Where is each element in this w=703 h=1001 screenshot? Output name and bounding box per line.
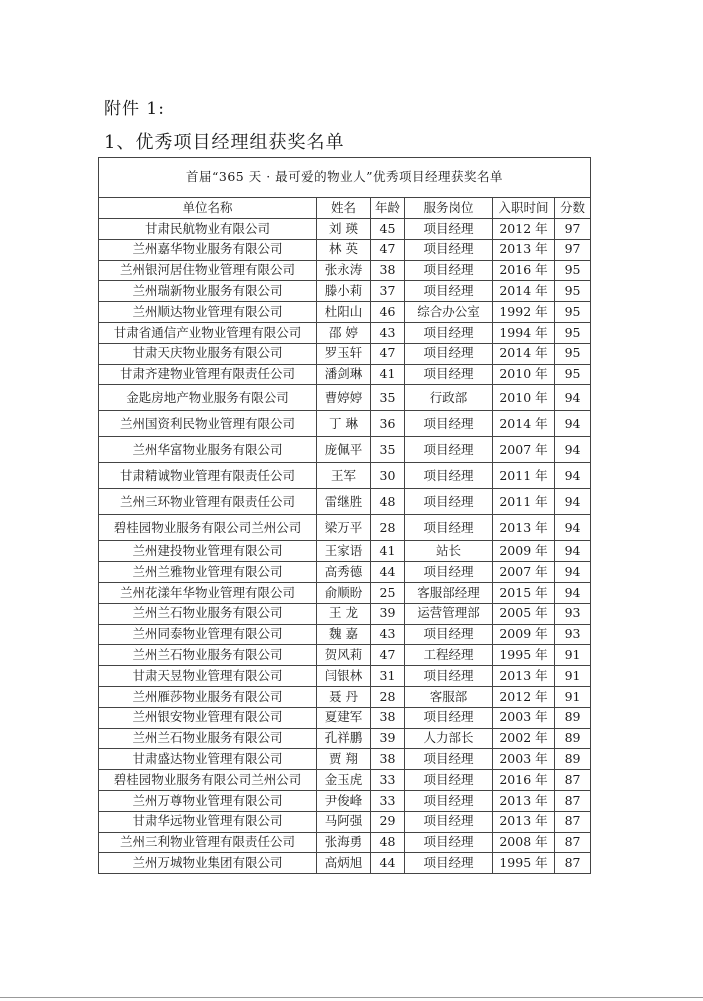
cell-joined: 2011 年: [493, 463, 555, 489]
table-row: [99, 853, 591, 874]
cell-age: 41: [371, 364, 405, 385]
cell-company: 甘肃天昱物业管理有限公司: [99, 666, 317, 687]
cell-name: 潘剑琳: [317, 364, 371, 385]
cell-position: 项目经理: [405, 437, 493, 463]
cell-position: 项目经理: [405, 463, 493, 489]
table-row: [99, 562, 591, 583]
cell-score: 94: [555, 582, 591, 603]
cell-score: 93: [555, 603, 591, 624]
cell-score: 87: [555, 832, 591, 853]
table-row: [99, 790, 591, 811]
cell-joined: 2010 年: [493, 364, 555, 385]
table-row: [99, 666, 591, 687]
table-row: [99, 322, 591, 343]
table-row: [99, 624, 591, 645]
cell-position: 项目经理: [405, 343, 493, 364]
cell-position: 项目经理: [405, 281, 493, 302]
cell-score: 94: [555, 411, 591, 437]
cell-name: 丁 琳: [317, 411, 371, 437]
cell-name: 高秀德: [317, 562, 371, 583]
cell-age: 47: [371, 239, 405, 260]
table-row: [99, 343, 591, 364]
cell-name: 魏 嘉: [317, 624, 371, 645]
cell-name: 林 英: [317, 239, 371, 260]
table-row: [99, 707, 591, 728]
table-title: 首届“365 天 · 最可爱的物业人”优秀项目经理获奖名单: [99, 158, 591, 198]
cell-name: 俞顺盼: [317, 582, 371, 603]
cell-score: 89: [555, 728, 591, 749]
cell-position: 人力部长: [405, 728, 493, 749]
cell-name: 张永涛: [317, 260, 371, 281]
cell-score: 97: [555, 219, 591, 240]
cell-position: 项目经理: [405, 707, 493, 728]
cell-age: 37: [371, 281, 405, 302]
cell-name: 贾 翔: [317, 749, 371, 770]
cell-position: 行政部: [405, 385, 493, 411]
cell-age: 30: [371, 463, 405, 489]
cell-score: 95: [555, 322, 591, 343]
cell-company: 金匙房地产物业服务有限公司: [99, 385, 317, 411]
cell-company: 碧桂园物业服务有限公司兰州公司: [99, 515, 317, 541]
table-row: [99, 811, 591, 832]
cell-name: 夏建军: [317, 707, 371, 728]
cell-company: 甘肃天庆物业服务有限公司: [99, 343, 317, 364]
cell-joined: 2002 年: [493, 728, 555, 749]
cell-position: 运营管理部: [405, 603, 493, 624]
cell-age: 28: [371, 686, 405, 707]
cell-score: 89: [555, 749, 591, 770]
cell-score: 95: [555, 343, 591, 364]
cell-company: 兰州兰石物业服务有限公司: [99, 645, 317, 666]
cell-company: 兰州银河居住物业管理有限公司: [99, 260, 317, 281]
cell-age: 39: [371, 603, 405, 624]
cell-company: 兰州兰雅物业管理有限公司: [99, 562, 317, 583]
table-row: [99, 686, 591, 707]
cell-company: 兰州嘉华物业服务有限公司: [99, 239, 317, 260]
cell-joined: 2013 年: [493, 790, 555, 811]
cell-joined: 2003 年: [493, 707, 555, 728]
cell-joined: 2014 年: [493, 343, 555, 364]
table-row: [99, 728, 591, 749]
cell-age: 38: [371, 749, 405, 770]
cell-joined: 2012 年: [493, 686, 555, 707]
table-row: [99, 515, 591, 541]
attachment-label: 附件 1:: [104, 99, 165, 119]
cell-age: 44: [371, 853, 405, 874]
cell-joined: 2009 年: [493, 541, 555, 562]
table-row: [99, 463, 591, 489]
cell-joined: 2012 年: [493, 219, 555, 240]
table-row: [99, 489, 591, 515]
table-row: [99, 411, 591, 437]
cell-company: 兰州同泰物业管理有限公司: [99, 624, 317, 645]
cell-company: 兰州雁莎物业服务有限公司: [99, 686, 317, 707]
cell-position: 综合办公室: [405, 302, 493, 323]
cell-name: 邵 婷: [317, 322, 371, 343]
table-body: [99, 219, 591, 874]
cell-age: 38: [371, 707, 405, 728]
cell-position: 项目经理: [405, 260, 493, 281]
cell-position: 项目经理: [405, 624, 493, 645]
cell-company: 甘肃齐建物业管理有限责任公司: [99, 364, 317, 385]
table-row: [99, 385, 591, 411]
cell-company: 兰州花漾年华物业管理有限公司: [99, 582, 317, 603]
cell-score: 87: [555, 770, 591, 791]
cell-age: 28: [371, 515, 405, 541]
cell-position: 项目经理: [405, 239, 493, 260]
cell-age: 36: [371, 411, 405, 437]
cell-score: 93: [555, 624, 591, 645]
table-row: [99, 437, 591, 463]
cell-joined: 1995 年: [493, 853, 555, 874]
cell-position: 客服部经理: [405, 582, 493, 603]
cell-score: 94: [555, 515, 591, 541]
cell-name: 杜阳山: [317, 302, 371, 323]
cell-age: 48: [371, 832, 405, 853]
cell-joined: 2016 年: [493, 260, 555, 281]
cell-age: 39: [371, 728, 405, 749]
cell-age: 35: [371, 385, 405, 411]
cell-company: 兰州万尊物业管理有限公司: [99, 790, 317, 811]
cell-joined: 2008 年: [493, 832, 555, 853]
cell-score: 87: [555, 811, 591, 832]
cell-company: 甘肃省通信产业物业管理有限公司: [99, 322, 317, 343]
cell-position: 项目经理: [405, 411, 493, 437]
cell-age: 47: [371, 645, 405, 666]
cell-position: 项目经理: [405, 562, 493, 583]
cell-score: 95: [555, 260, 591, 281]
cell-score: 87: [555, 790, 591, 811]
cell-joined: 2014 年: [493, 411, 555, 437]
cell-score: 91: [555, 686, 591, 707]
cell-company: 兰州华富物业服务有限公司: [99, 437, 317, 463]
table-row: [99, 603, 591, 624]
cell-joined: 1994 年: [493, 322, 555, 343]
cell-age: 25: [371, 582, 405, 603]
cell-name: 尹俊峰: [317, 790, 371, 811]
cell-joined: 2007 年: [493, 437, 555, 463]
table-row: [99, 219, 591, 240]
cell-position: 客服部: [405, 686, 493, 707]
cell-company: 兰州兰石物业服务有限公司: [99, 603, 317, 624]
cell-name: 高炳旭: [317, 853, 371, 874]
table-row: [99, 770, 591, 791]
cell-score: 94: [555, 541, 591, 562]
table-row: [99, 281, 591, 302]
cell-name: 王 龙: [317, 603, 371, 624]
table-row: [99, 832, 591, 853]
cell-age: 47: [371, 343, 405, 364]
cell-score: 94: [555, 489, 591, 515]
cell-score: 95: [555, 364, 591, 385]
cell-age: 35: [371, 437, 405, 463]
cell-position: 工程经理: [405, 645, 493, 666]
column-header-name: 姓名: [317, 198, 371, 219]
cell-name: 贺风莉: [317, 645, 371, 666]
page-bottom-divider: [0, 997, 703, 998]
cell-score: 89: [555, 707, 591, 728]
column-header-age: 年龄: [371, 198, 405, 219]
column-header-company: 单位名称: [99, 198, 317, 219]
cell-company: 兰州瑞新物业服务有限公司: [99, 281, 317, 302]
cell-company: 甘肃盛达物业管理有限公司: [99, 749, 317, 770]
cell-position: 项目经理: [405, 749, 493, 770]
cell-score: 91: [555, 666, 591, 687]
table-row: [99, 302, 591, 323]
cell-position: 项目经理: [405, 853, 493, 874]
cell-name: 聂 丹: [317, 686, 371, 707]
cell-name: 马阿强: [317, 811, 371, 832]
section-heading: 1、优秀项目经理组获奖名单: [104, 132, 345, 153]
cell-joined: 2013 年: [493, 811, 555, 832]
table-row: [99, 582, 591, 603]
cell-score: 97: [555, 239, 591, 260]
cell-joined: 2009 年: [493, 624, 555, 645]
cell-joined: 2016 年: [493, 770, 555, 791]
cell-joined: 1995 年: [493, 645, 555, 666]
cell-joined: 2010 年: [493, 385, 555, 411]
cell-age: 45: [371, 219, 405, 240]
cell-position: 项目经理: [405, 219, 493, 240]
cell-name: 闫银林: [317, 666, 371, 687]
cell-joined: 2007 年: [493, 562, 555, 583]
cell-name: 罗玉轩: [317, 343, 371, 364]
cell-company: 兰州顺达物业管理有限公司: [99, 302, 317, 323]
cell-joined: 2013 年: [493, 515, 555, 541]
cell-joined: 2014 年: [493, 281, 555, 302]
cell-position: 项目经理: [405, 489, 493, 515]
cell-score: 94: [555, 463, 591, 489]
cell-company: 兰州兰石物业服务有限公司: [99, 728, 317, 749]
cell-joined: 2011 年: [493, 489, 555, 515]
cell-age: 33: [371, 770, 405, 791]
cell-name: 梁万平: [317, 515, 371, 541]
cell-age: 31: [371, 666, 405, 687]
cell-position: 项目经理: [405, 811, 493, 832]
cell-name: 张海勇: [317, 832, 371, 853]
cell-position: 项目经理: [405, 790, 493, 811]
cell-name: 金玉虎: [317, 770, 371, 791]
cell-age: 43: [371, 322, 405, 343]
cell-name: 滕小莉: [317, 281, 371, 302]
cell-company: 碧桂园物业服务有限公司兰州公司: [99, 770, 317, 791]
cell-age: 43: [371, 624, 405, 645]
cell-company: 兰州建投物业管理有限公司: [99, 541, 317, 562]
cell-age: 46: [371, 302, 405, 323]
table-row: [99, 645, 591, 666]
cell-name: 庞佩平: [317, 437, 371, 463]
cell-name: 雷继胜: [317, 489, 371, 515]
table-row: [99, 260, 591, 281]
cell-company: 甘肃华远物业管理有限公司: [99, 811, 317, 832]
cell-score: 94: [555, 437, 591, 463]
cell-name: 孔祥鹏: [317, 728, 371, 749]
cell-position: 项目经理: [405, 515, 493, 541]
cell-joined: 2003 年: [493, 749, 555, 770]
cell-company: 兰州银安物业管理有限公司: [99, 707, 317, 728]
column-header-position: 服务岗位: [405, 198, 493, 219]
cell-age: 48: [371, 489, 405, 515]
cell-joined: 2005 年: [493, 603, 555, 624]
cell-position: 项目经理: [405, 770, 493, 791]
cell-age: 44: [371, 562, 405, 583]
cell-score: 94: [555, 385, 591, 411]
column-header-score: 分数: [555, 198, 591, 219]
cell-age: 29: [371, 811, 405, 832]
cell-position: 项目经理: [405, 666, 493, 687]
cell-joined: 1992 年: [493, 302, 555, 323]
cell-score: 94: [555, 562, 591, 583]
table-row: [99, 364, 591, 385]
cell-score: 95: [555, 281, 591, 302]
table-row: [99, 239, 591, 260]
cell-company: 甘肃民航物业有限公司: [99, 219, 317, 240]
cell-name: 曹婷婷: [317, 385, 371, 411]
cell-score: 95: [555, 302, 591, 323]
cell-age: 41: [371, 541, 405, 562]
cell-name: 王家语: [317, 541, 371, 562]
cell-company: 兰州三利物业管理有限责任公司: [99, 832, 317, 853]
table-row: [99, 541, 591, 562]
table-title-row: [99, 158, 591, 198]
cell-name: 王军: [317, 463, 371, 489]
cell-score: 87: [555, 853, 591, 874]
cell-joined: 2015 年: [493, 582, 555, 603]
table-header-row: [99, 198, 591, 219]
cell-joined: 2013 年: [493, 239, 555, 260]
cell-company: 兰州国资利民物业管理有限公司: [99, 411, 317, 437]
cell-position: 项目经理: [405, 832, 493, 853]
cell-company: 甘肃精诚物业管理有限责任公司: [99, 463, 317, 489]
cell-position: 站长: [405, 541, 493, 562]
cell-joined: 2013 年: [493, 666, 555, 687]
cell-company: 兰州三环物业管理有限责任公司: [99, 489, 317, 515]
table-row: [99, 749, 591, 770]
cell-company: 兰州万城物业集团有限公司: [99, 853, 317, 874]
cell-age: 33: [371, 790, 405, 811]
column-header-joined: 入职时间: [493, 198, 555, 219]
cell-position: 项目经理: [405, 322, 493, 343]
cell-position: 项目经理: [405, 364, 493, 385]
awards-table: [98, 157, 591, 874]
cell-name: 刘 瑛: [317, 219, 371, 240]
cell-score: 91: [555, 645, 591, 666]
cell-age: 38: [371, 260, 405, 281]
